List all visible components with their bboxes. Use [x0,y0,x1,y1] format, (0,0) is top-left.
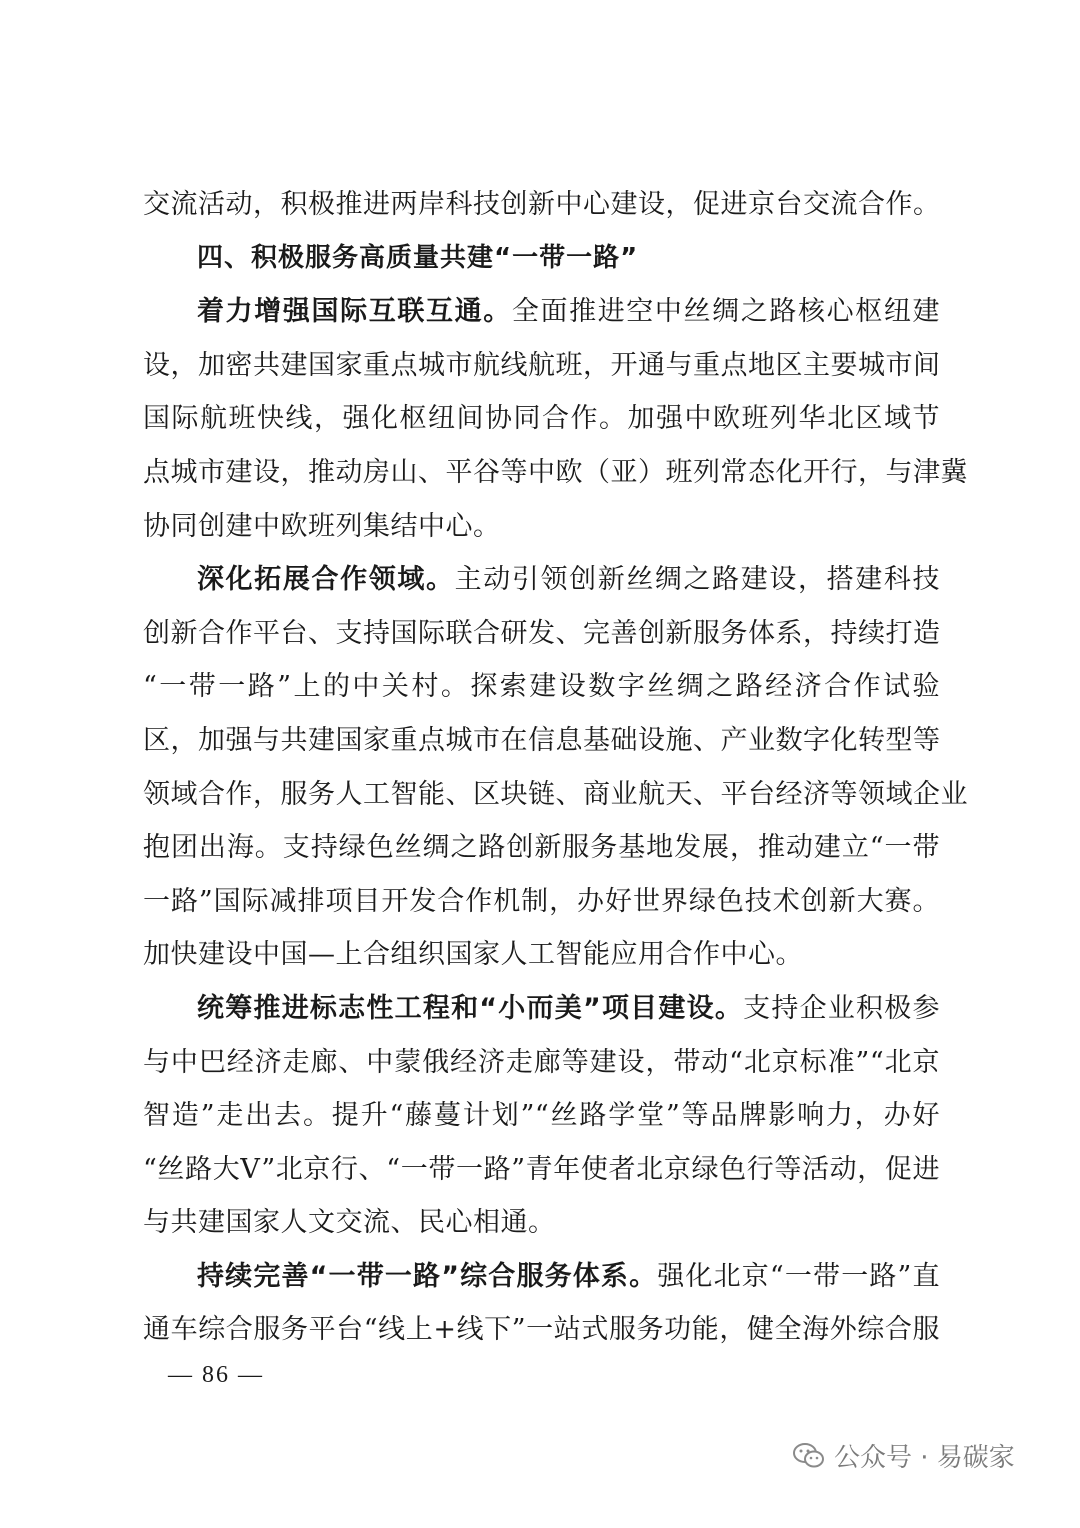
paragraph-first-line [143,553,940,607]
text-line: 领域合作，服务人工智能、区块链、商业航天、平台经济等领域企业 [143,778,968,810]
text-line: “一带一路”上的中关村。探索建设数字丝绸之路经济合作试验 [143,671,940,703]
text-line: 创新合作平台、支持国际联合研发、完善创新服务体系，持续打造 [143,617,941,649]
watermark [792,1437,1015,1474]
text-line: 与中巴经济走廊、中蒙俄经济走廊等建设，带动“北京标准”“北京 [143,1046,940,1078]
paragraph-lead: 着力增强国际互联互通。 [197,296,512,328]
paragraph-text: 强化北京“一带一路”直 [657,1260,940,1292]
text-line: 设，加密共建国家重点城市航线航班，开通与重点地区主要城市间 [143,349,941,381]
section-heading: 四、积极服务高质量共建“一带一路” [197,242,639,273]
paragraph-lead: 持续完善“一带一路”综合服务体系。 [197,1260,658,1292]
text-line: 协同创建中欧班列集结中心。 [143,510,501,542]
paragraph-first-line [143,285,940,339]
paragraph-text: 全面推进空中丝绸之路核心枢纽建 [511,296,941,328]
text-line: 一路”国际减排项目开发合作机制，办好世界绿色技术创新大赛。 [143,885,940,917]
watermark-text: 公众号 · 易碳家 [834,1443,1015,1473]
paragraph-lead: 深化拓展合作领域。 [197,564,455,596]
paragraph-first-line [143,982,940,1036]
wechat-icon [792,1441,826,1471]
paragraph-text: 主动引领创新丝绸之路建设，搭建科技 [454,564,941,596]
text-line: 智造”走出去。提升“藤蔓计划”“丝路学堂”等品牌影响力，办好 [143,1100,940,1132]
text-line: “丝路大V”北京行、“一带一路”青年使者北京绿色行等活动，促进 [143,1153,940,1185]
document-body [143,178,968,1357]
paragraph-lead: 统筹推进标志性工程和“小而美”项目建设。 [197,992,744,1024]
text-line: 点城市建设，推动房山、平谷等中欧（亚）班列常态化开行，与津冀 [143,456,968,488]
text-line: 与共建国家人文交流、民心相通。 [143,1207,556,1239]
paragraph-first-line [143,1250,940,1304]
text-line: 交流活动，积极推进两岸科技创新中心建设，促进京台交流合作。 [143,189,941,220]
text-line: 区，加强与共建国家重点城市在信息基础设施、产业数字化转型等 [143,724,941,756]
paragraph-text: 支持企业积极参 [743,992,940,1024]
text-line: 加快建设中国—上合组织国家人工智能应用合作中心。 [143,939,803,971]
text-line: 通车综合服务平台“线上+线下”一站式服务功能，健全海外综合服 [143,1314,940,1346]
text-line: 国际航班快线，强化枢纽间协同合作。加强中欧班列华北区域节 [143,403,940,435]
page-number: — 86 — [168,1362,264,1388]
text-line: 抱团出海。支持绿色丝绸之路创新服务基地发展，推动建立“一带 [143,832,940,864]
